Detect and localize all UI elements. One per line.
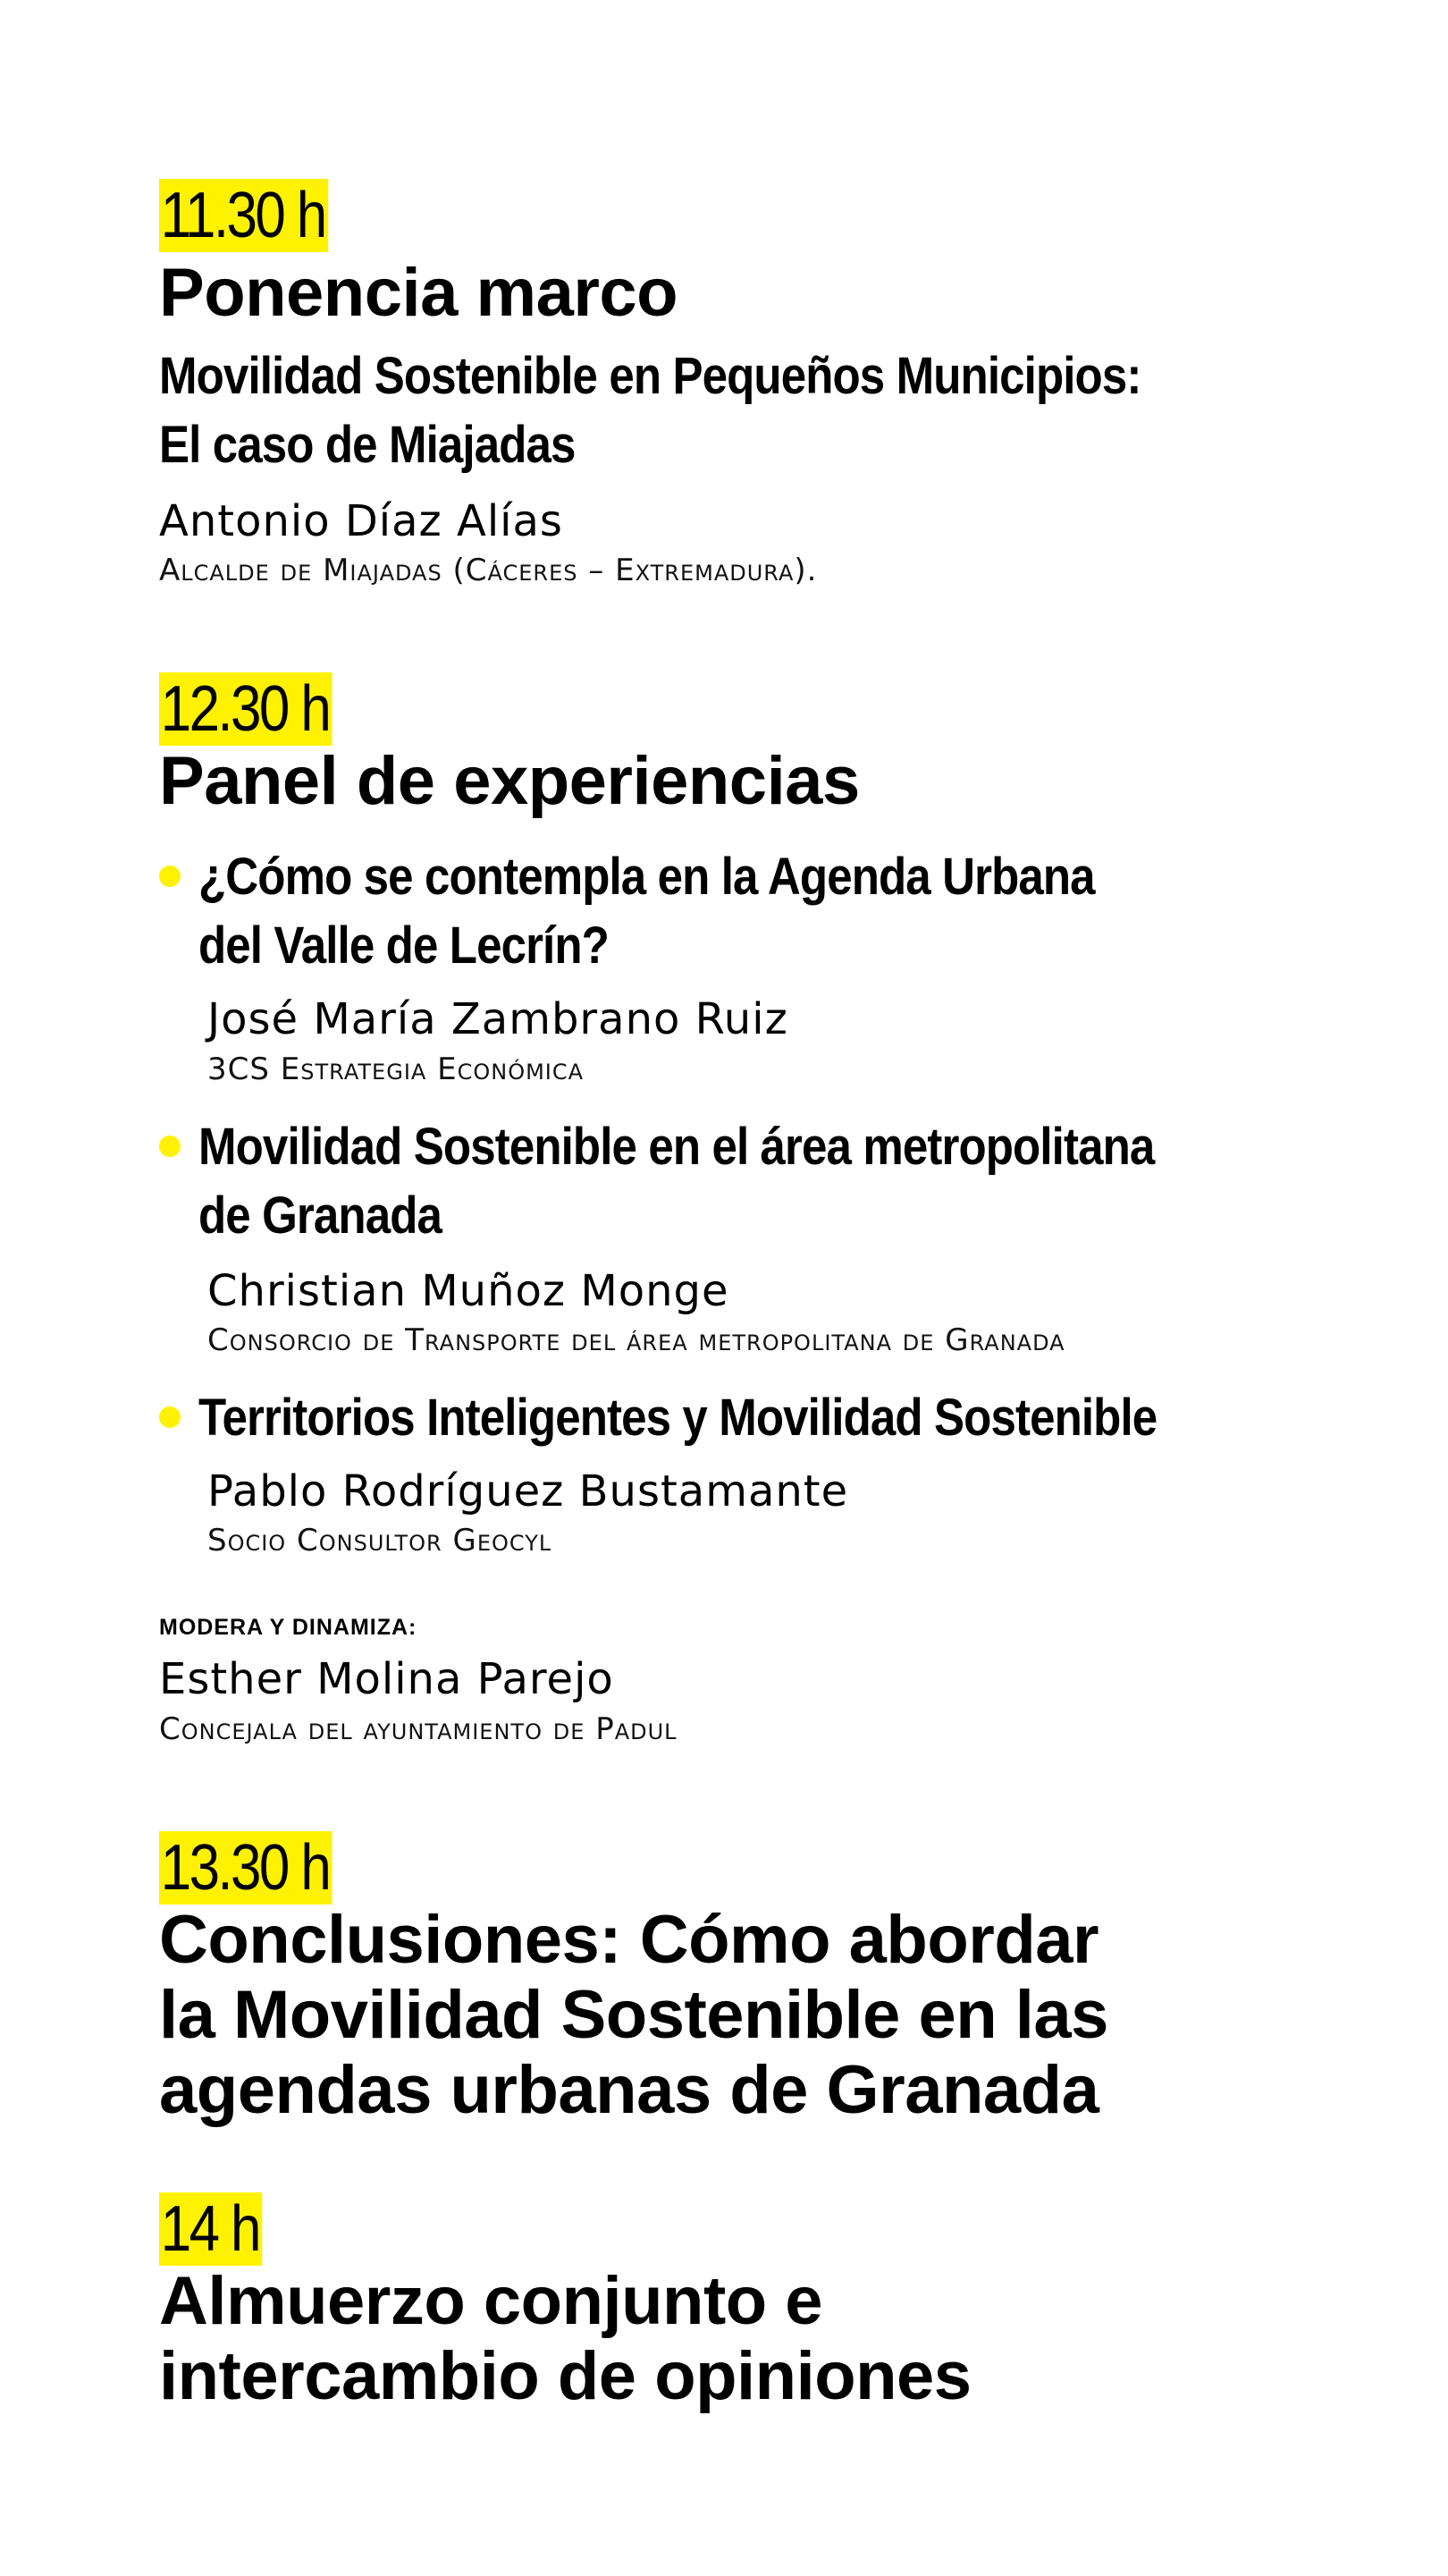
speaker-role: Socio Consultor Geocyl xyxy=(207,1523,552,1558)
bullet-icon xyxy=(159,1406,181,1428)
session-title-line: agendas urbanas de Granada xyxy=(159,2052,1099,2128)
session-title-line: la Movilidad Sostenible en las xyxy=(159,1977,1108,2053)
session-title: Panel de experiencias xyxy=(159,743,860,819)
talk-title-line: ¿Cómo se contempla en la Agenda Urbana xyxy=(198,848,1095,906)
session-title-line: Almuerzo conjunto e xyxy=(159,2263,823,2339)
session-title-line: intercambio de opiniones xyxy=(159,2338,972,2414)
moderator-name: Esther Molina Parejo xyxy=(159,1654,614,1704)
moderator-label: MODERA Y DINAMIZA: xyxy=(159,1615,417,1640)
session-subtitle-line: El caso de Miajadas xyxy=(159,416,576,474)
talk-title-line: Territorios Inteligentes y Movilidad Sostenible xyxy=(198,1389,1158,1447)
speaker-name: Christian Muñoz Monge xyxy=(207,1266,729,1316)
bullet-icon xyxy=(159,866,181,887)
session-time: 13.30 h xyxy=(159,1831,333,1905)
speaker-role: Consorcio de Transporte del área metropolitana de Granada xyxy=(207,1322,1065,1358)
speaker-role: Alcalde de Miajadas (Cáceres – Extremadura). xyxy=(159,553,818,588)
session-title: Ponencia marco xyxy=(159,255,678,331)
session-time: 11.30 h xyxy=(159,179,328,252)
speaker-name: Antonio Díaz Alías xyxy=(159,496,563,546)
moderator-role: Concejala del ayuntamiento de Padul xyxy=(159,1711,678,1747)
session-subtitle-line: Movilidad Sostenible en Pequeños Municipios: xyxy=(159,347,1141,405)
talk-title-line: de Granada xyxy=(198,1187,442,1245)
talk-title-line: del Valle de Lecrín? xyxy=(198,916,609,975)
session-time: 12.30 h xyxy=(159,672,333,746)
session-title-line: Conclusiones: Cómo abordar xyxy=(159,1902,1099,1978)
session-time: 14 h xyxy=(159,2192,262,2266)
talk-title-line: Movilidad Sostenible en el área metropolitana xyxy=(198,1118,1155,1176)
bullet-icon xyxy=(159,1136,181,1157)
speaker-name: Pablo Rodríguez Bustamante xyxy=(207,1466,849,1516)
speaker-role: 3CS Estrategia Económica xyxy=(207,1052,585,1087)
speaker-name: José María Zambrano Ruiz xyxy=(207,994,788,1044)
